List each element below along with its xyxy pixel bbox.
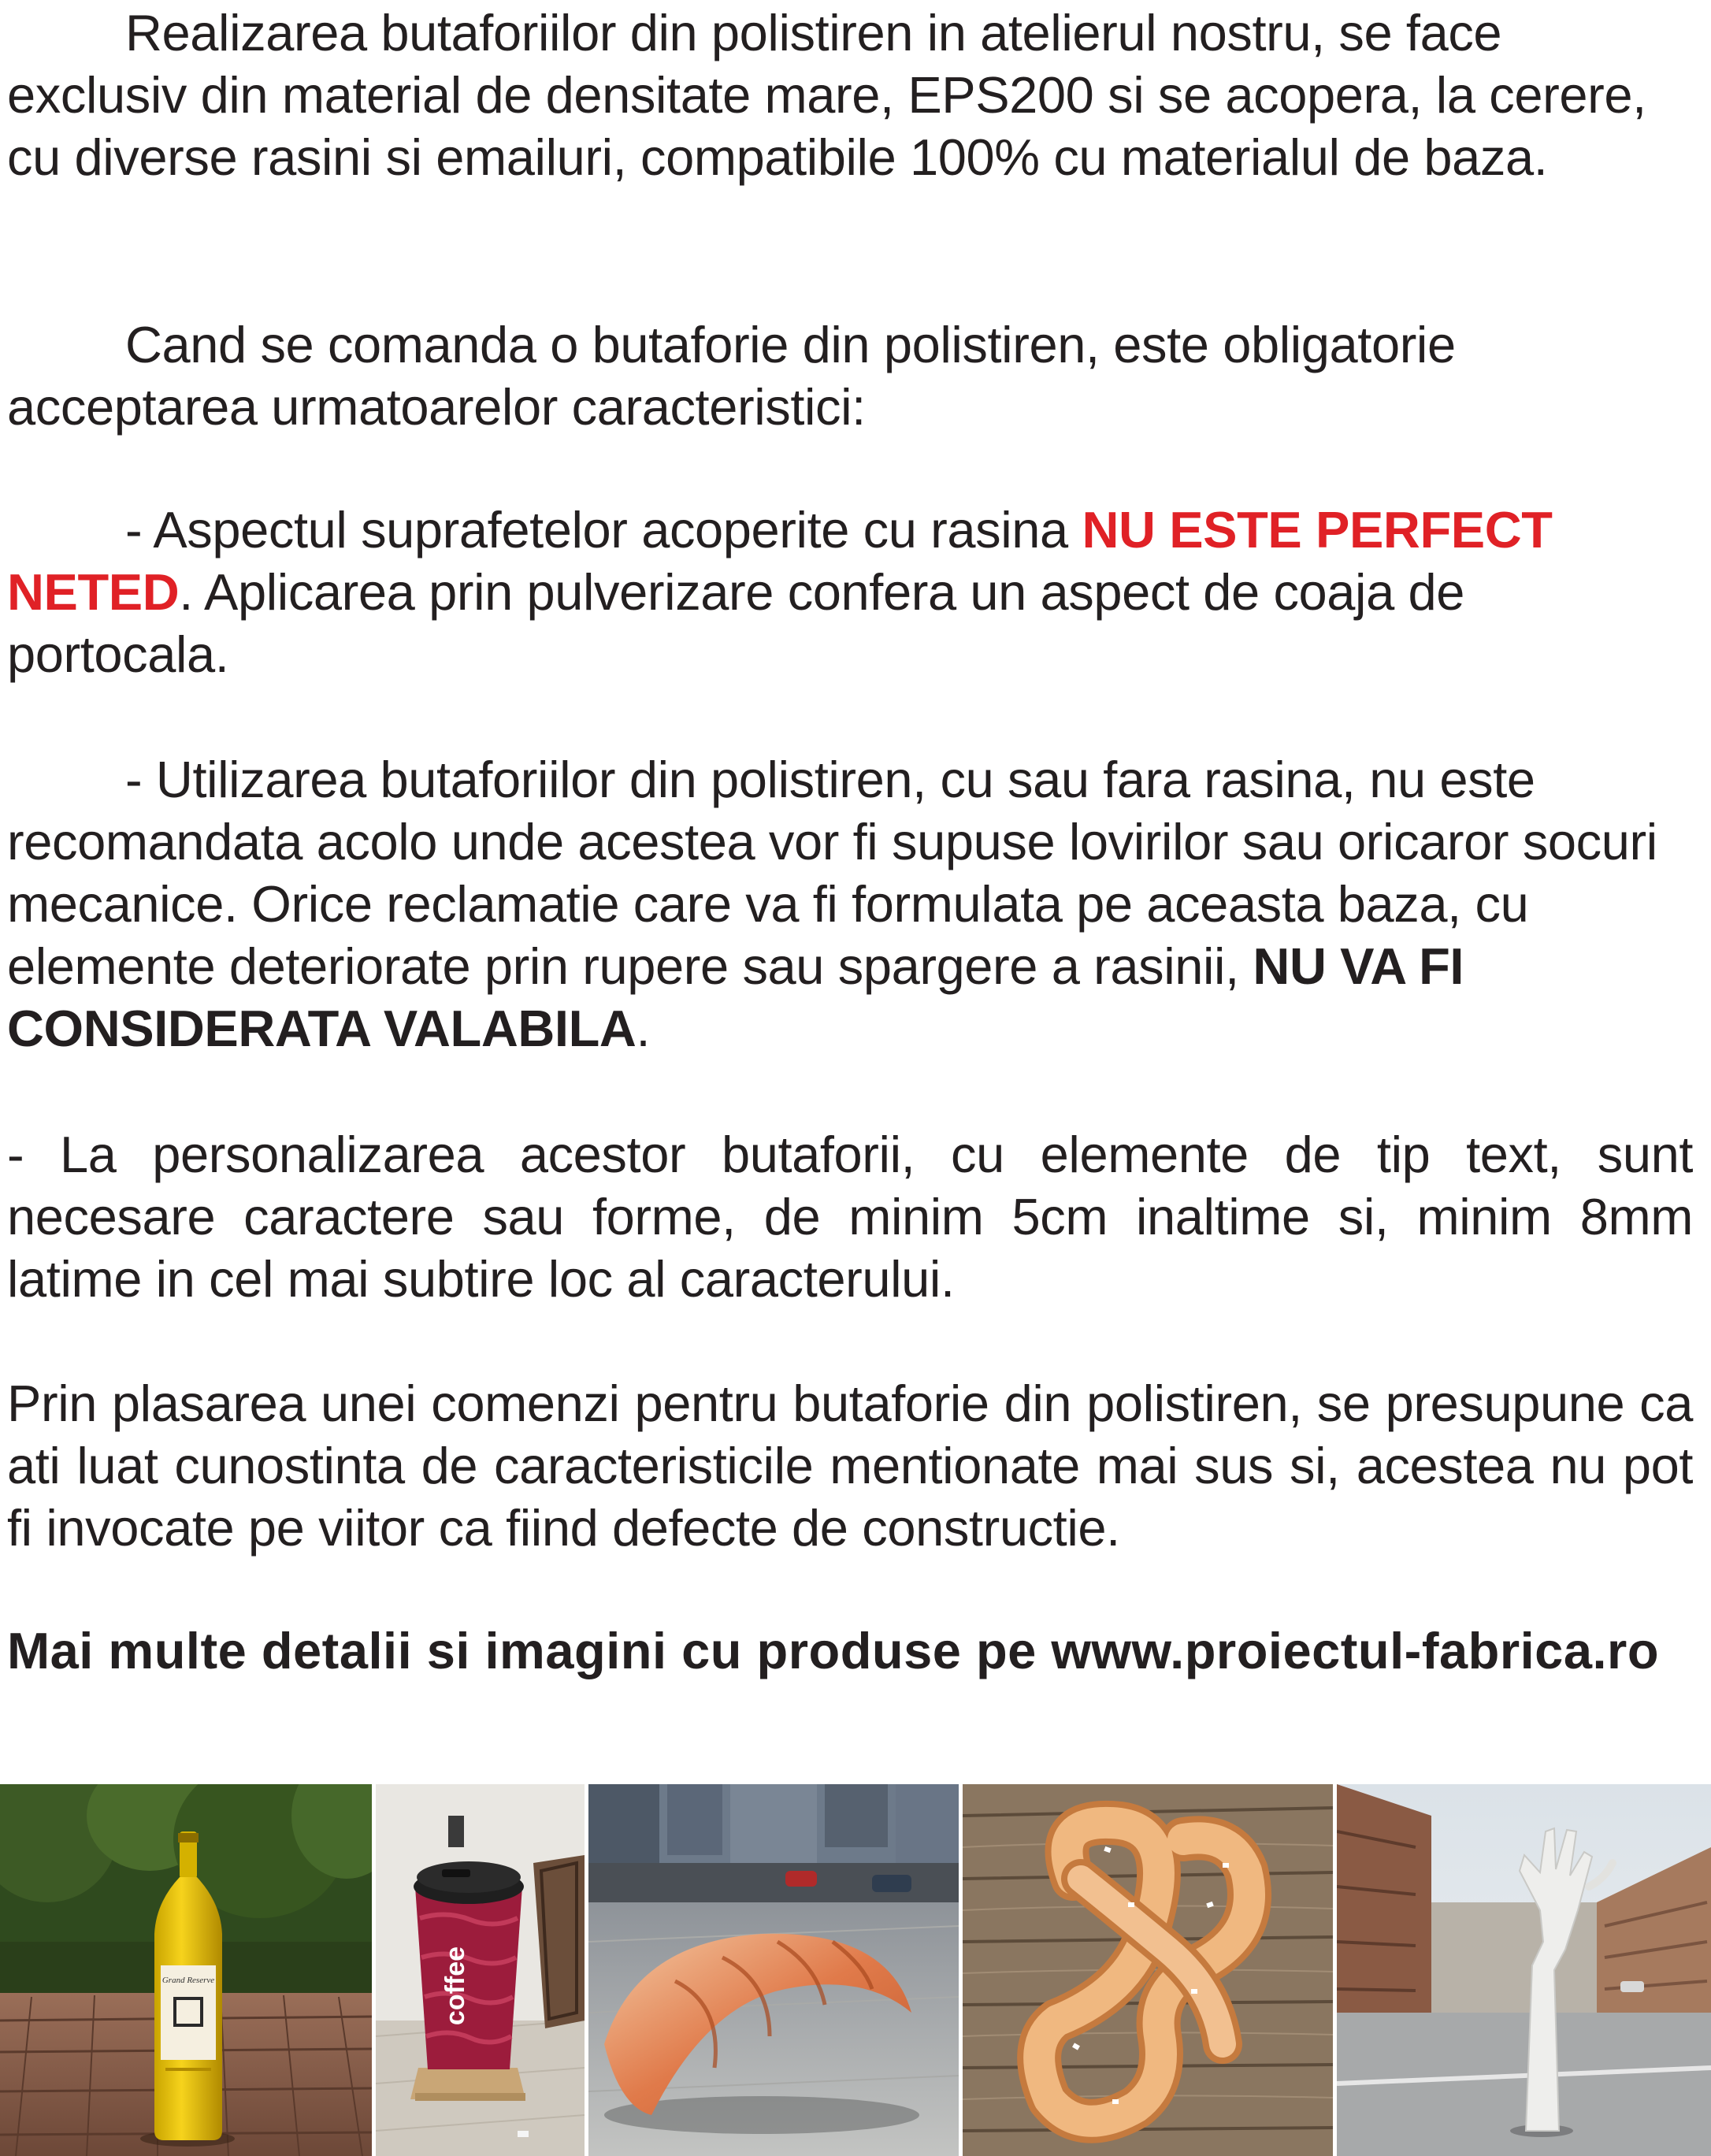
coffee-cup-photo [376,1784,585,2156]
croissant-photo [588,1784,959,2156]
usage-warning-text: - Utilizarea butaforiilor din polistiren, cu sau fara rasina, nu este recomandata acolo unde acestea vor fi supuse lovirilor sau oricaror socuri mecanice. Orice reclamatie care va fi formulata pe aceasta baza, cu elemente deteriorate prin rupere sau spargere a rasinii, [7,751,1657,995]
cup-text: coffee [440,1946,470,2026]
bottle-label-text: Grand Reserve [161,1976,215,1985]
pretzel-photo [963,1784,1333,2156]
wine-bottle-photo [0,1784,372,2156]
surface-aspect-text-end: . Aplicarea prin pulverizare confera un aspect de coaja de portocala. [7,563,1464,683]
order-acceptance-paragraph: Prin plasarea unei comenzi pentru butaforie din polistiren, se presupune ca ati luat cunostinta de caracteristicile mentionate mai sus si, acestea nu pot fi invocate pe viitor ca fiind defecte de constructie. [7,1375,1693,1557]
usage-warning-paragraph [7,748,1693,1059]
intro-paragraph: Realizarea butaforiilor din polistiren in atelierul nostru, se face exclusiv din material de densitate mare, EPS200 si se acopera, la cerere, cu diverse rasini si emailuri, compatibile 100% cu materialul de baza. [7,4,1646,186]
personalization-paragraph: - La personalizarea acestor butaforii, cu elemente de tip text, sunt necesare caractere sau forme, de minim 5cm inaltime si, minim 8mm latime in cel mai subtire loc al caracterului. [7,1126,1693,1308]
usage-warning-end: . [636,1000,651,1057]
not-perfect-warning: NU ESTE PERFECT NETED [7,501,1553,621]
more-details-paragraph: Mai multe detalii si imagini cu produse pe www.proiectul-fabrica.ro [7,1622,1660,1679]
surface-aspect-text: - Aspectul suprafetelor acoperite cu rasina [125,501,1082,558]
claim-invalid-warning: NU VA FI CONSIDERATA VALABILA [7,937,1464,1057]
surface-aspect-paragraph [7,499,1693,685]
product-photo-strip [0,1784,1711,2156]
hand-sculpture-photo [1337,1784,1711,2156]
conditions-intro-paragraph: Cand se comanda o butaforie din polistiren, este obligatorie acceptarea urmatoarelor caracteristici: [7,316,1456,436]
